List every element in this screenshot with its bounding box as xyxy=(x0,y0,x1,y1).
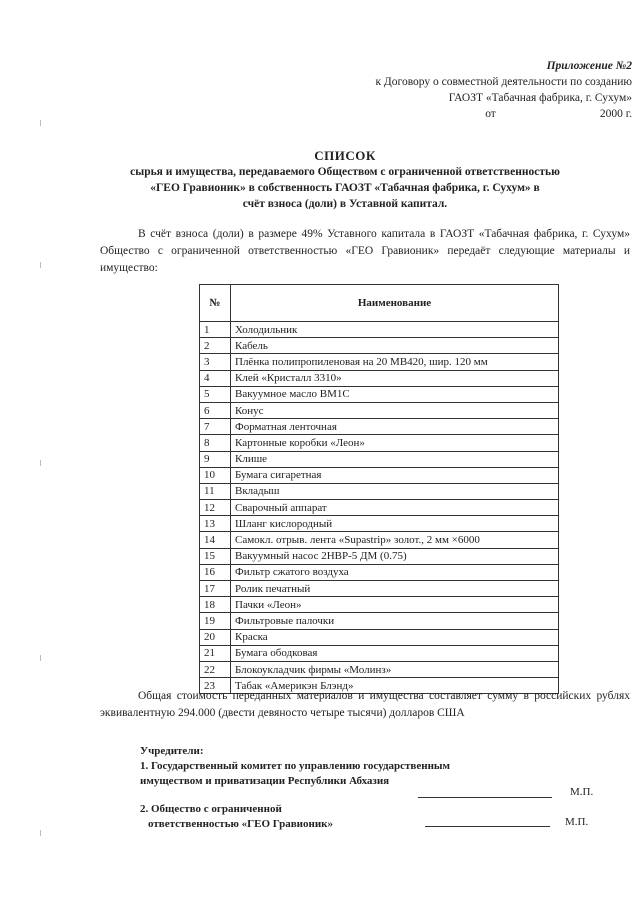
row-number: 13 xyxy=(200,516,231,532)
row-number: 22 xyxy=(200,661,231,677)
table-row xyxy=(200,548,559,564)
row-item-name: Клей «Кристалл 3310» xyxy=(231,370,559,386)
table-row xyxy=(200,419,559,435)
items-table xyxy=(199,284,559,694)
row-item-name: Фильтровые палочки xyxy=(231,613,559,629)
signature-line-1 xyxy=(418,797,552,798)
document-title xyxy=(60,148,630,212)
margin-mark xyxy=(40,830,47,836)
row-number: 23 xyxy=(200,678,231,694)
table-header-row xyxy=(200,285,559,322)
table-row xyxy=(200,645,559,661)
row-number: 16 xyxy=(200,564,231,580)
founders-block xyxy=(140,744,630,789)
row-item-name: Ролик печатный xyxy=(231,581,559,597)
table-row xyxy=(200,435,559,451)
row-item-name: Пачки «Леон» xyxy=(231,597,559,613)
row-item-name: Конус xyxy=(231,402,559,418)
table-row xyxy=(200,516,559,532)
stamp-label-2: М.П. xyxy=(565,816,589,828)
row-item-name: Кабель xyxy=(231,338,559,354)
header-line-1: к Договору о совместной деятельности по созданию xyxy=(375,76,632,88)
document-header xyxy=(375,58,632,122)
row-number: 12 xyxy=(200,500,231,516)
title-line-1: сырья и имущества, передаваемого Обществом с ограниченной ответственностью xyxy=(130,166,560,178)
date-line xyxy=(375,106,632,122)
table-row xyxy=(200,354,559,370)
row-number: 10 xyxy=(200,467,231,483)
row-number: 9 xyxy=(200,451,231,467)
appendix-label: Приложение №2 xyxy=(546,60,632,72)
row-number: 2 xyxy=(200,338,231,354)
date-from: от xyxy=(485,108,496,120)
founder-2-line-1: 2. Общество с ограниченной xyxy=(140,803,282,815)
row-item-name: Вкладыш xyxy=(231,483,559,499)
margin-mark xyxy=(40,460,47,466)
date-year: 2000 г. xyxy=(599,108,632,120)
row-number: 3 xyxy=(200,354,231,370)
row-number: 4 xyxy=(200,370,231,386)
row-number: 11 xyxy=(200,483,231,499)
table-row xyxy=(200,500,559,516)
row-item-name: Самокл. отрыв. лента «Supastrip» золот., 2 мм ×6000 xyxy=(231,532,559,548)
founders-heading: Учредители: xyxy=(140,745,204,757)
row-number: 15 xyxy=(200,548,231,564)
title-line-3: счёт взноса (доли) в Уставной капитал. xyxy=(242,198,448,210)
margin-mark xyxy=(40,655,47,661)
row-item-name: Клише xyxy=(231,451,559,467)
row-item-name: Форматная ленточная xyxy=(231,419,559,435)
row-item-name: Сварочный аппарат xyxy=(231,500,559,516)
row-number: 17 xyxy=(200,581,231,597)
col-num-header: № xyxy=(200,285,231,322)
table-row xyxy=(200,467,559,483)
header-line-2: ГАОЗТ «Табачная фабрика, г. Сухум» xyxy=(448,92,632,104)
title-main: СПИСОК xyxy=(314,148,376,163)
row-item-name: Краска xyxy=(231,629,559,645)
row-item-name: Блокоукладчик фирмы «Молинз» xyxy=(231,661,559,677)
signature-line-2 xyxy=(425,826,550,827)
table-row xyxy=(200,338,559,354)
table-row xyxy=(200,402,559,418)
table-row xyxy=(200,370,559,386)
col-name-header: Наименование xyxy=(231,285,559,322)
row-item-name: Плёнка полипропиленовая на 20 МВ420, шир. 120 мм xyxy=(231,354,559,370)
row-item-name: Картонные коробки «Леон» xyxy=(231,435,559,451)
table-row xyxy=(200,322,559,338)
title-line-2: «ГЕО Гравионик» в собственность ГАОЗТ «Табачная фабрика, г. Сухум» в xyxy=(150,182,540,194)
table-row xyxy=(200,564,559,580)
row-number: 8 xyxy=(200,435,231,451)
table-row xyxy=(200,613,559,629)
margin-mark xyxy=(40,120,47,126)
row-item-name: Табак «Америкэн Блэнд» xyxy=(231,678,559,694)
row-number: 1 xyxy=(200,322,231,338)
intro-paragraph: В счёт взноса (доли) в размере 49% Уставного капитала в ГАОЗТ «Табачная фабрика, г. Сухум» Общество с ограниченной ответственностью «ГЕО Гравионик» передаёт следующие материалы и имущество: xyxy=(100,228,630,274)
row-item-name: Шланг кислородный xyxy=(231,516,559,532)
row-item-name: Бумага ободковая xyxy=(231,645,559,661)
row-number: 5 xyxy=(200,386,231,402)
row-number: 20 xyxy=(200,629,231,645)
row-number: 6 xyxy=(200,402,231,418)
row-item-name: Холодильник xyxy=(231,322,559,338)
row-number: 21 xyxy=(200,645,231,661)
table-row xyxy=(200,483,559,499)
table-row xyxy=(200,532,559,548)
margin-mark xyxy=(40,262,47,268)
row-item-name: Вакуумное масло ВМ1С xyxy=(231,386,559,402)
table-row xyxy=(200,451,559,467)
row-number: 7 xyxy=(200,419,231,435)
table-row xyxy=(200,661,559,677)
row-number: 18 xyxy=(200,597,231,613)
founder-2-block xyxy=(140,802,630,832)
row-item-name: Вакуумный насос 2НВР-5 ДМ (0.75) xyxy=(231,548,559,564)
founder-1-line-1: 1. Государственный комитет по управлению государственным xyxy=(140,760,451,772)
founder-1-line-2: имуществом и приватизации Республики Абхазия xyxy=(140,775,390,787)
row-item-name: Фильтр сжатого воздуха xyxy=(231,564,559,580)
founder-2-line-2: ответственностью «ГЕО Гравионик» xyxy=(148,818,334,830)
stamp-label-1: М.П. xyxy=(570,786,594,798)
row-number: 19 xyxy=(200,613,231,629)
table-row xyxy=(200,597,559,613)
row-number: 14 xyxy=(200,532,231,548)
table-row xyxy=(200,581,559,597)
table-row xyxy=(200,386,559,402)
table-row xyxy=(200,629,559,645)
row-item-name: Бумага сигаретная xyxy=(231,467,559,483)
total-paragraph: Общая стоимость переданных материалов и имущества составляет сумму в российских рублях эквивалентную 294.000 (двести девяносто четыре тысячи) долларов США xyxy=(100,690,630,719)
